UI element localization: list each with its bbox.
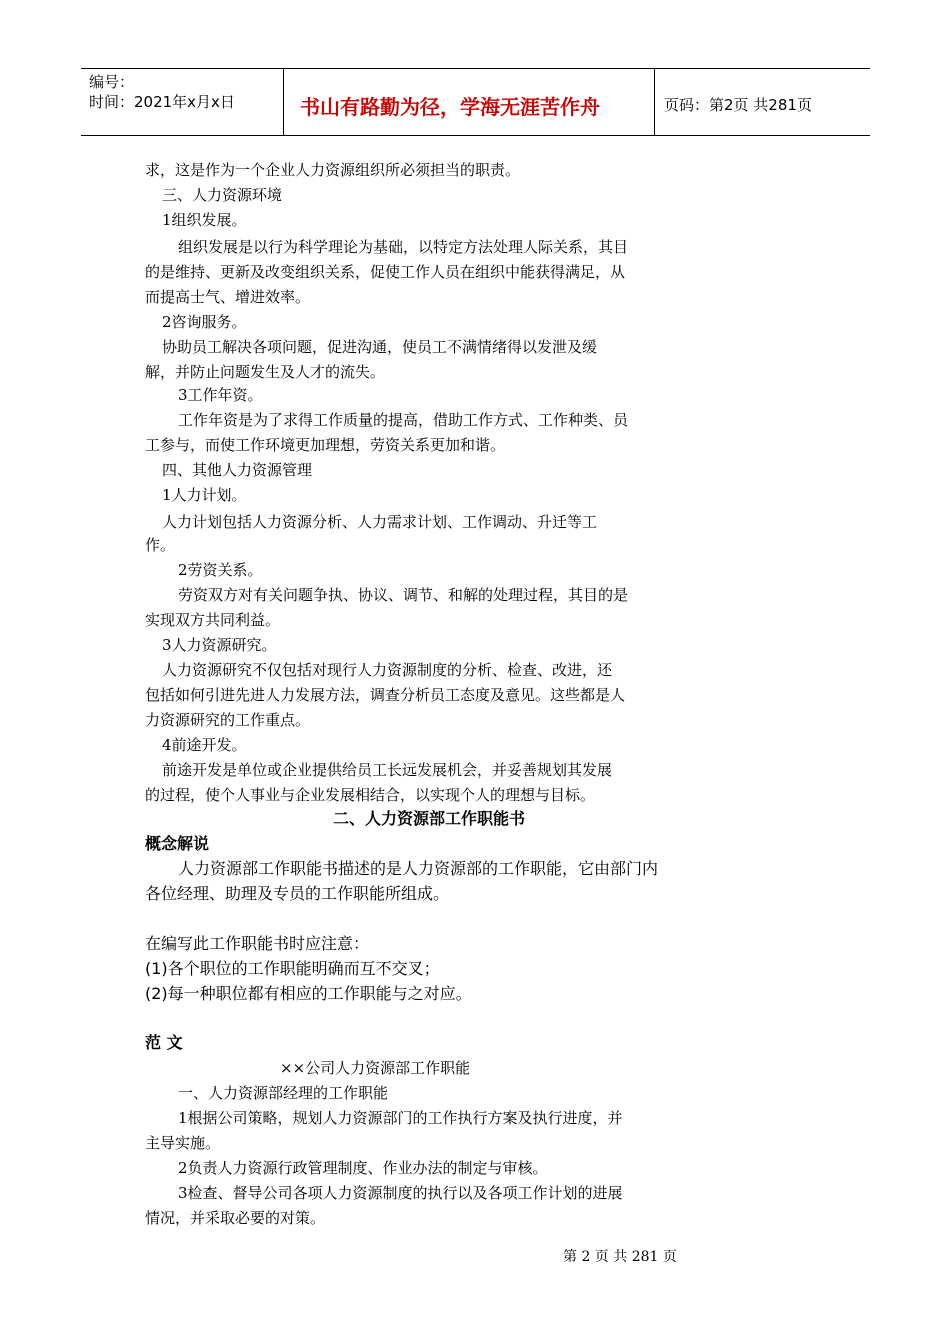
text-line: 求，这是作为一个企业人力资源组织所必须担当的职责。	[145, 161, 521, 179]
text-line: 情况，并采取必要的对策。	[145, 1209, 326, 1227]
sample-heading: 范 文	[145, 1033, 183, 1052]
text-line: 的过程，使个人事业与企业发展相结合，以实现个人的理想与目标。	[145, 786, 596, 804]
text-line: 而提高士气、增进效率。	[145, 288, 311, 306]
text-line: 人力资源研究不仅包括对现行人力资源制度的分析、检查、改进，还	[162, 661, 613, 679]
list-item: (1)各个职位的工作职能明确而互不交叉；	[145, 959, 440, 978]
text-line: 前途开发是单位或企业提供给员工长远发展机会，并妥善规划其发展	[162, 761, 613, 779]
text-line: 的是维持、更新及改变组织关系，促使工作人员在组织中能获得满足，从	[145, 263, 626, 281]
sub-heading: 1组织发展。	[162, 211, 247, 229]
text-line: 主导实施。	[145, 1134, 221, 1152]
list-item: (2)每一种职位都有相应的工作职能与之对应。	[145, 984, 472, 1003]
text-line: 组织发展是以行为科学理论为基础，以特定方法处理人际关系，其目	[178, 238, 629, 256]
text-line: 2负责人力资源行政管理制度、作业办法的制定与审核。	[178, 1159, 548, 1177]
header-motto: 书山有路勤为径，学海无涯苦作舟	[300, 95, 600, 119]
section-heading: 四、其他人力资源管理	[162, 461, 313, 479]
text-line: 人力资源部工作职能书描述的是人力资源部的工作职能，它由部门内	[178, 859, 659, 878]
text-line: 包括如何引进先进人力发展方法，调查分析员工态度及意见。这些都是人	[145, 686, 626, 704]
header-divider-right	[654, 68, 655, 136]
text-line: 各位经理、助理及专员的工作职能所组成。	[145, 884, 450, 903]
sub-heading: 2咨询服务。	[162, 313, 247, 331]
text-line: 3检查、督导公司各项人力资源制度的执行以及各项工作计划的进展	[178, 1184, 623, 1202]
text-line: 实现双方共同利益。	[145, 611, 281, 629]
section-heading: 一、人力资源部经理的工作职能	[178, 1084, 389, 1102]
text-line: 人力计划包括人力资源分析、人力需求计划、工作调动、升迁等工	[162, 513, 598, 531]
sub-heading: 3工作年资。	[178, 386, 263, 404]
sub-heading: 4前途开发。	[162, 736, 247, 754]
sub-heading: 2劳资关系。	[178, 561, 263, 579]
text-line: 解，并防止问题发生及人才的流失。	[145, 363, 386, 381]
header-number-label: 编号：	[89, 73, 135, 91]
header-page-info: 页码：第2页 共281页	[664, 96, 812, 114]
text-line: 在编写此工作职能书时应注意：	[145, 934, 370, 953]
chapter-heading: 二、人力资源部工作职能书	[333, 809, 526, 828]
text-line: 作。	[145, 536, 176, 554]
text-line: 1根据公司策略，规划人力资源部门的工作执行方案及执行进度，并	[178, 1109, 623, 1127]
sub-heading: 3人力资源研究。	[162, 636, 277, 654]
text-line: 力资源研究的工作重点。	[145, 711, 311, 729]
sample-title: ××公司人力资源部工作职能	[280, 1059, 471, 1077]
header-divider-left	[283, 68, 284, 136]
text-line: 协助员工解决各项问题，促进沟通，使员工不满情绪得以发泄及缓	[162, 338, 598, 356]
concept-heading: 概念解说	[145, 834, 210, 853]
header-date-label: 时间：2021年x月x日	[89, 93, 235, 111]
page-footer: 第 2 页 共 281 页	[563, 1249, 677, 1265]
text-line: 工参与，而使工作环境更加理想，劳资关系更加和谐。	[145, 436, 506, 454]
header-top-rule	[81, 68, 870, 69]
sub-heading: 1人力计划。	[162, 486, 247, 504]
header-bottom-rule	[81, 135, 870, 136]
text-line: 劳资双方对有关问题争执、协议、调节、和解的处理过程，其目的是	[178, 586, 629, 604]
text-line: 工作年资是为了求得工作质量的提高，借助工作方式、工作种类、员	[178, 411, 629, 429]
section-heading: 三、人力资源环境	[162, 186, 283, 204]
